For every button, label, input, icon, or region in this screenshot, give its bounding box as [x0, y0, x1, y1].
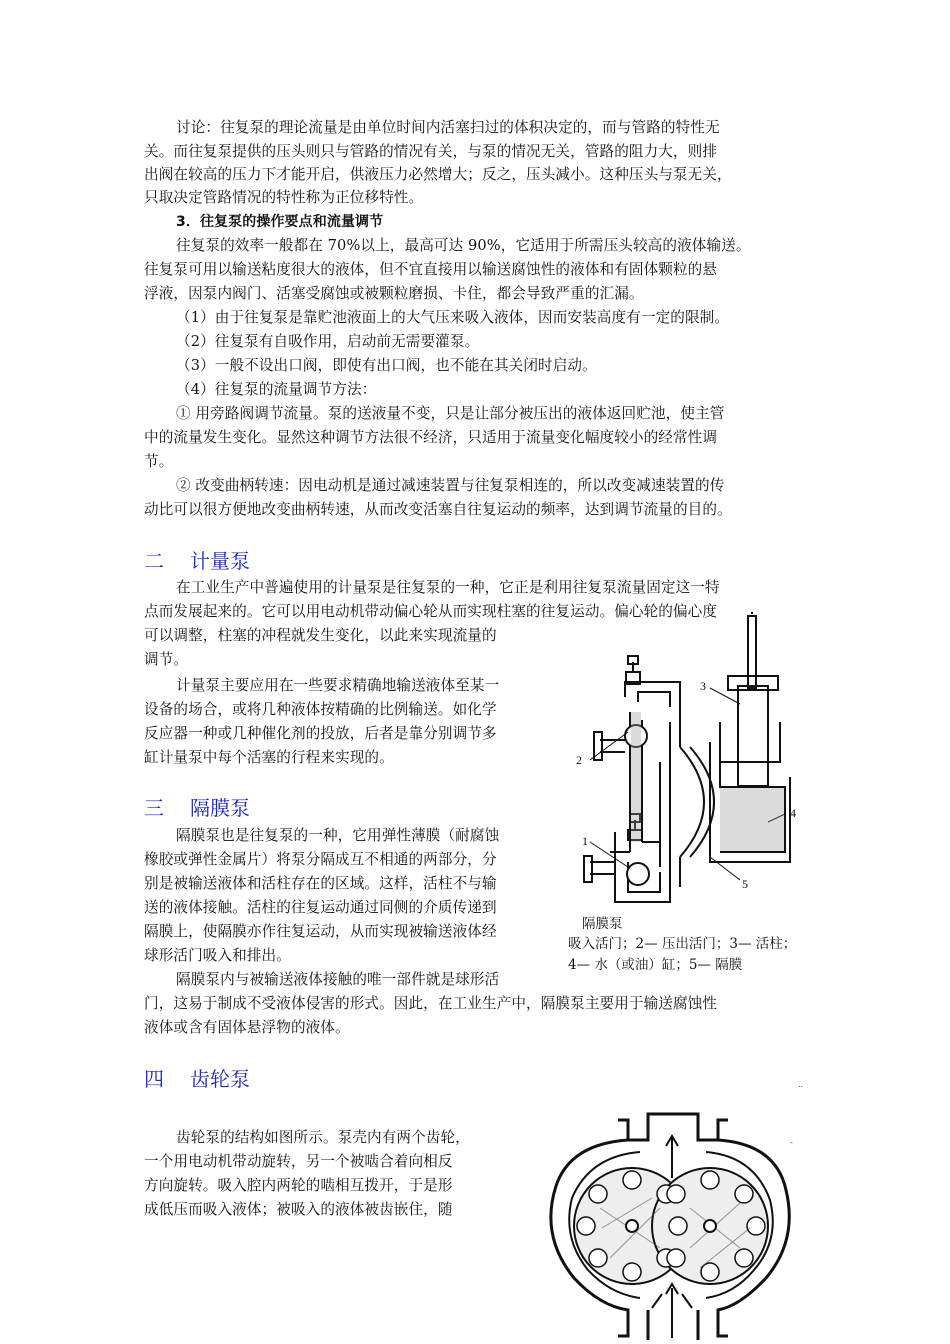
sub3-method-1-line-3: 节。	[144, 453, 174, 470]
sub3-line-2: 往复泵可用以输送粘度很大的液体，但不宜直接用以输送腐蚀性的液体和有固体颗粒的悬	[144, 261, 718, 278]
intro-line-4: 只取决定管路情况的特性称为正位移特性。	[144, 189, 424, 206]
sub3-line-3: 浮液，因泵内阀门、活塞受腐蚀或被颗粒磨损、卡住，都会导致严重的汇漏。	[144, 285, 644, 302]
sec3-line-8: 门，这易于制成不受液体侵害的形式。因此，在工业生产中，隔膜泵主要用于输送腐蚀性	[144, 995, 718, 1012]
sec2-line-7: 反应器一种或几种催化剂的投放，后者是靠分别调节多	[144, 725, 497, 742]
section-number: 三	[144, 796, 164, 820]
scan-mark: -	[790, 1138, 793, 1147]
sec2-line-3: 可以调整，柱塞的冲程就发生变化，以此来实现流量的	[144, 627, 497, 644]
sec3-line-9: 液体或含有固体悬浮物的液体。	[144, 1019, 350, 1036]
figure-caption-title: 隔膜泵	[582, 916, 623, 932]
sub3-method-1-line-1: ① 用旁路阀调节流量。泵的送液量不变，只是让部分被压出的液体返回贮池，使主管	[176, 405, 725, 422]
sec3-line-5: 隔膜上，使隔膜亦作往复运动，从而实现被输送液体经	[144, 923, 497, 940]
sec2-line-8: 缸计量泵中每个活塞的行程来实现的。	[144, 749, 394, 766]
sub3-line-1: 往复泵的效率一般都在 70%以上，最高可达 90%，它适用于所需压头较高的液体输送。	[176, 237, 751, 254]
section-number: 二	[144, 549, 164, 573]
sec3-line-7: 隔膜泵内与被输送液体接触的唯一部件就是球形活	[176, 971, 500, 988]
sec3-line-6: 球形活门吸入和排出。	[144, 947, 291, 964]
sec2-line-2: 点而发展起来的。它可以用电动机带动偏心轮从而实现柱塞的往复运动。偏心轮的偏心度	[144, 603, 718, 620]
section-title: 齿轮泵	[190, 1067, 250, 1091]
intro-line-1: 讨论：往复泵的理论流量是由单位时间内活塞扫过的体积决定的，而与管路的特性无	[176, 119, 720, 136]
sec2-line-4: 调节。	[144, 651, 189, 668]
section-heading-metering-pump	[144, 548, 250, 574]
section-title: 隔膜泵	[190, 796, 250, 820]
sec4-line-4: 成低压而吸入液体；被吸入的液体被齿嵌住，随	[144, 1201, 453, 1218]
sub3-method-1-line-2: 中的流量发生变化。显然这种调节方法很不经济，只适用于流量变化幅度较小的经常性调	[144, 429, 718, 446]
sec4-line-3: 方向旋转。吸入腔内两轮的啮相互拨开，于是形	[144, 1177, 453, 1194]
scan-mark: ..	[798, 1080, 804, 1089]
figure-label-2: 2	[576, 753, 582, 767]
sec2-line-1: 在工业生产中普遍使用的计量泵是往复泵的一种，它正是利用往复泵流量固定这一特	[176, 579, 720, 596]
diaphragm-pump-diagram	[570, 612, 820, 912]
section-heading-diaphragm-pump	[144, 795, 250, 821]
section-heading-gear-pump	[144, 1066, 250, 1092]
sec2-line-6: 设备的场合，或将几种液体按精确的比例输送。如化学	[144, 701, 497, 718]
sub3-item-4: （4）往复泵的流量调节方法：	[176, 381, 377, 398]
sub3-item-1: （1）由于往复泵是靠贮池液面上的大气压来吸入液体，因而安装高度有一定的限制。	[176, 309, 730, 326]
figure-label-3: 3	[700, 679, 706, 693]
figure-label-5: 5	[742, 877, 748, 891]
sec3-line-1: 隔膜泵也是往复泵的一种，它用弹性薄膜（耐腐蚀	[176, 827, 500, 844]
gear-pump-diagram	[540, 1108, 800, 1344]
sec3-line-3: 别是被输送液体和活柱存在的区域。这样，活柱不与输	[144, 875, 497, 892]
figure-label-1: 1	[582, 834, 588, 848]
sub3-item-3: （3）一般不设出口阀，即使有出口阀，也不能在其关闭时启动。	[176, 357, 597, 374]
section-number: 四	[144, 1067, 164, 1091]
intro-line-2: 关。而往复泵提供的压头则只与管路的情况有关，与泵的情况无关，管路的阻力大，则排	[144, 143, 718, 160]
sub3-item-2: （2）往复泵有自吸作用，启动前无需要灌泵。	[176, 333, 480, 350]
figure-caption-line-2: 4— 水（或油）缸；5— 隔膜	[568, 957, 743, 973]
figure-label-4: 4	[790, 806, 796, 820]
sec3-line-2: 橡胶或弹性金属片）将泵分隔成互不相通的两部分，分	[144, 851, 497, 868]
sec4-line-1: 齿轮泵的结构如图所示。泵壳内有两个齿轮，	[176, 1129, 470, 1146]
subsection-title: 3．往复泵的操作要点和流量调节	[176, 214, 384, 230]
intro-line-3: 出阀在较高的压力下才能开启，供液压力必然增大；反之，压头减小。这种压头与泵无关，	[144, 166, 732, 183]
sec4-line-2: 一个用电动机带动旋转，另一个被啮合着向相反	[144, 1153, 453, 1170]
sub3-method-2-line-1: ② 改变曲柄转速：因电动机是通过减速装置与往复泵相连的，所以改变减速装置的传	[176, 477, 725, 494]
section-title: 计量泵	[190, 549, 250, 573]
sub3-method-2-line-2: 动比可以很方便地改变曲柄转速，从而改变活塞自往复运动的频率，达到调节流量的目的。	[144, 501, 732, 518]
sec2-line-5: 计量泵主要应用在一些要求精确地输送液体至某一	[176, 677, 500, 694]
figure-caption-line-1: 吸入活门；2— 压出活门；3— 活柱；	[568, 936, 797, 952]
sec3-line-4: 送的液体接触。活柱的往复运动通过同侧的介质传递到	[144, 899, 497, 916]
